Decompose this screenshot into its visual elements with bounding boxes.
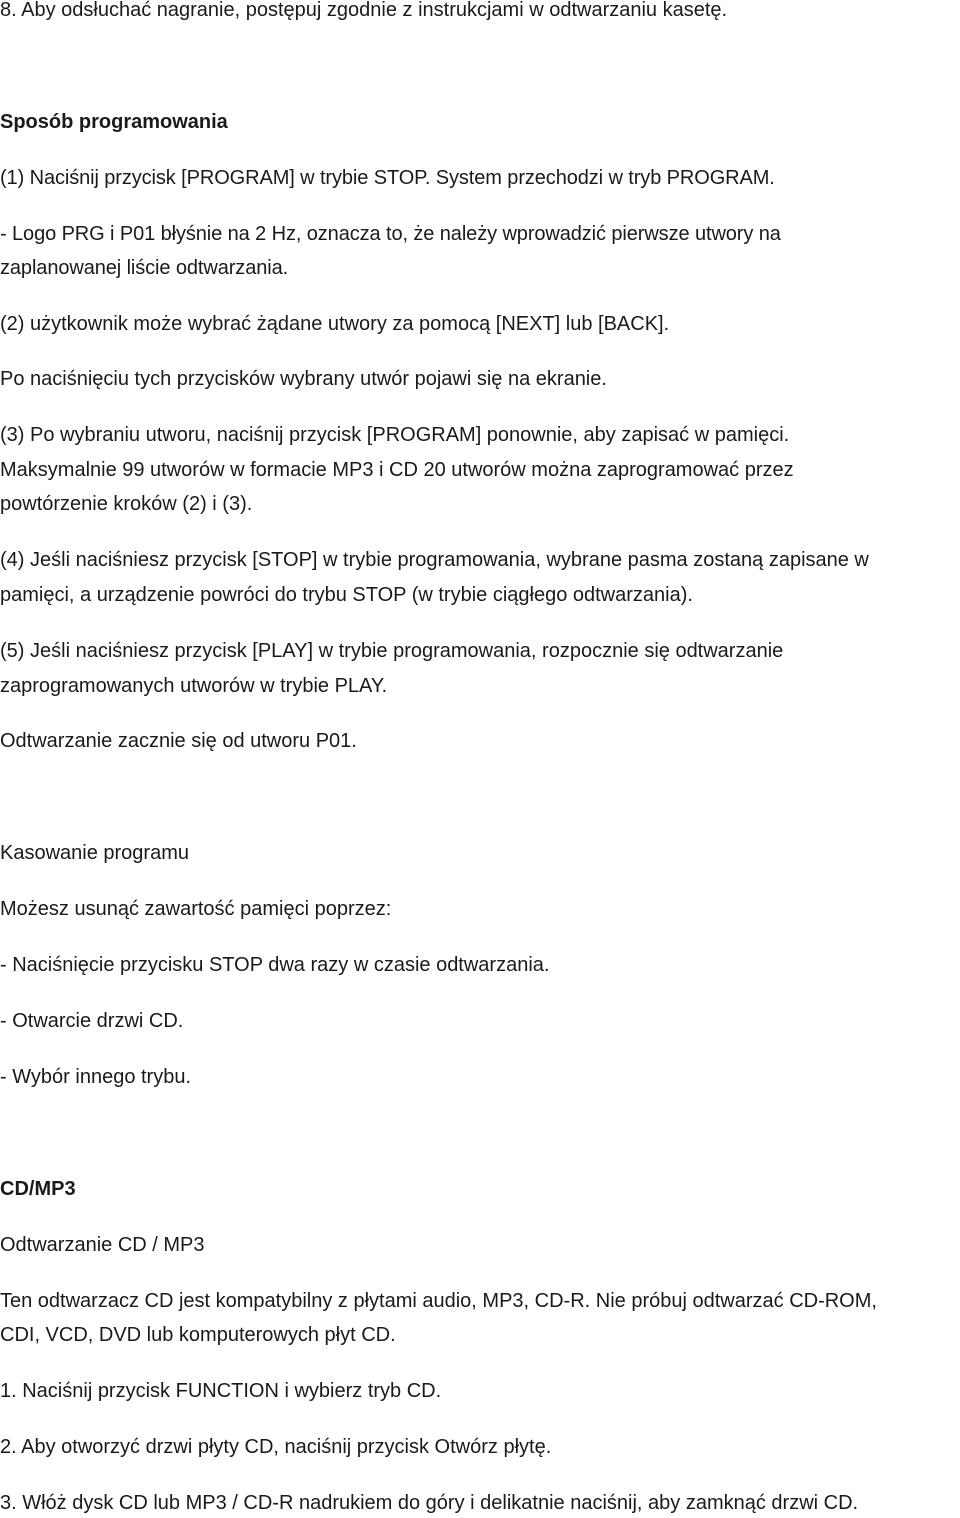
programming-step-3-detail-line-1: Maksymalnie 99 utworów w formacie MP3 i CD 20 utworów można zaprogramować przez: [0, 459, 794, 481]
clear-program-option-open-door: - Otwarcie drzwi CD.: [0, 1010, 184, 1032]
programming-step-3: (3) Po wybraniu utworu, naciśnij przycisk [PROGRAM] ponownie, aby zapisać w pamięci.: [0, 424, 790, 446]
cd-mp3-heading: CD/MP3: [0, 1178, 76, 1200]
cd-compatibility-line-1: Ten odtwarzacz CD jest kompatybilny z płytami audio, MP3, CD-R. Nie próbuj odtwarzać CD-ROM,: [0, 1290, 877, 1312]
programming-step-1-detail-line-1: - Logo PRG i P01 błyśnie na 2 Hz, oznacza to, że należy wprowadzić pierwsze utwory na: [0, 223, 781, 245]
instruction-step-8: 8. Aby odsłuchać nagranie, postępuj zgodnie z instrukcjami w odtwarzaniu kasetę.: [0, 0, 728, 21]
programming-step-2-detail: Po naciśnięciu tych przycisków wybrany utwór pojawi się na ekranie.: [0, 368, 607, 390]
cd-compatibility-line-2: CDI, VCD, DVD lub komputerowych płyt CD.: [0, 1324, 396, 1346]
programming-step-2: (2) użytkownik może wybrać żądane utwory za pomocą [NEXT] lub [BACK].: [0, 313, 670, 335]
playback-start-note: Odtwarzanie zacznie się od utworu P01.: [0, 730, 357, 752]
clear-program-intro: Możesz usunąć zawartość pamięci poprzez:: [0, 898, 392, 920]
cd-mp3-subheading: Odtwarzanie CD / MP3: [0, 1234, 205, 1256]
programming-step-3-detail-line-2: powtórzenie kroków (2) i (3).: [0, 493, 253, 515]
programming-step-4-line-1: (4) Jeśli naciśniesz przycisk [STOP] w trybie programowania, wybrane pasma zostaną zapisane w: [0, 549, 869, 571]
programming-step-4-line-2: pamięci, a urządzenie powróci do trybu STOP (w trybie ciągłego odtwarzania).: [0, 584, 693, 606]
clear-program-option-mode-change: - Wybór innego trybu.: [0, 1066, 192, 1088]
programming-step-1-detail-line-2: zaplanowanej liście odtwarzania.: [0, 257, 289, 279]
programming-step-5-line-2: zaprogramowanych utworów w trybie PLAY.: [0, 675, 388, 697]
clear-program-heading: Kasowanie programu: [0, 842, 189, 864]
cd-step-2: 2. Aby otworzyć drzwi płyty CD, naciśnij przycisk Otwórz płytę.: [0, 1436, 552, 1458]
clear-program-option-stop-twice: - Naciśnięcie przycisku STOP dwa razy w czasie odtwarzania.: [0, 954, 550, 976]
programming-heading: Sposób programowania: [0, 111, 228, 133]
programming-step-5-line-1: (5) Jeśli naciśniesz przycisk [PLAY] w trybie programowania, rozpocznie się odtwarzanie: [0, 640, 784, 662]
cd-step-1: 1. Naciśnij przycisk FUNCTION i wybierz tryb CD.: [0, 1380, 442, 1402]
cd-step-3: 3. Włóż dysk CD lub MP3 / CD-R nadrukiem do góry i delikatnie naciśnij, aby zamknąć drzwi CD.: [0, 1492, 859, 1514]
programming-step-1: (1) Naciśnij przycisk [PROGRAM] w trybie STOP. System przechodzi w tryb PROGRAM.: [0, 167, 775, 189]
